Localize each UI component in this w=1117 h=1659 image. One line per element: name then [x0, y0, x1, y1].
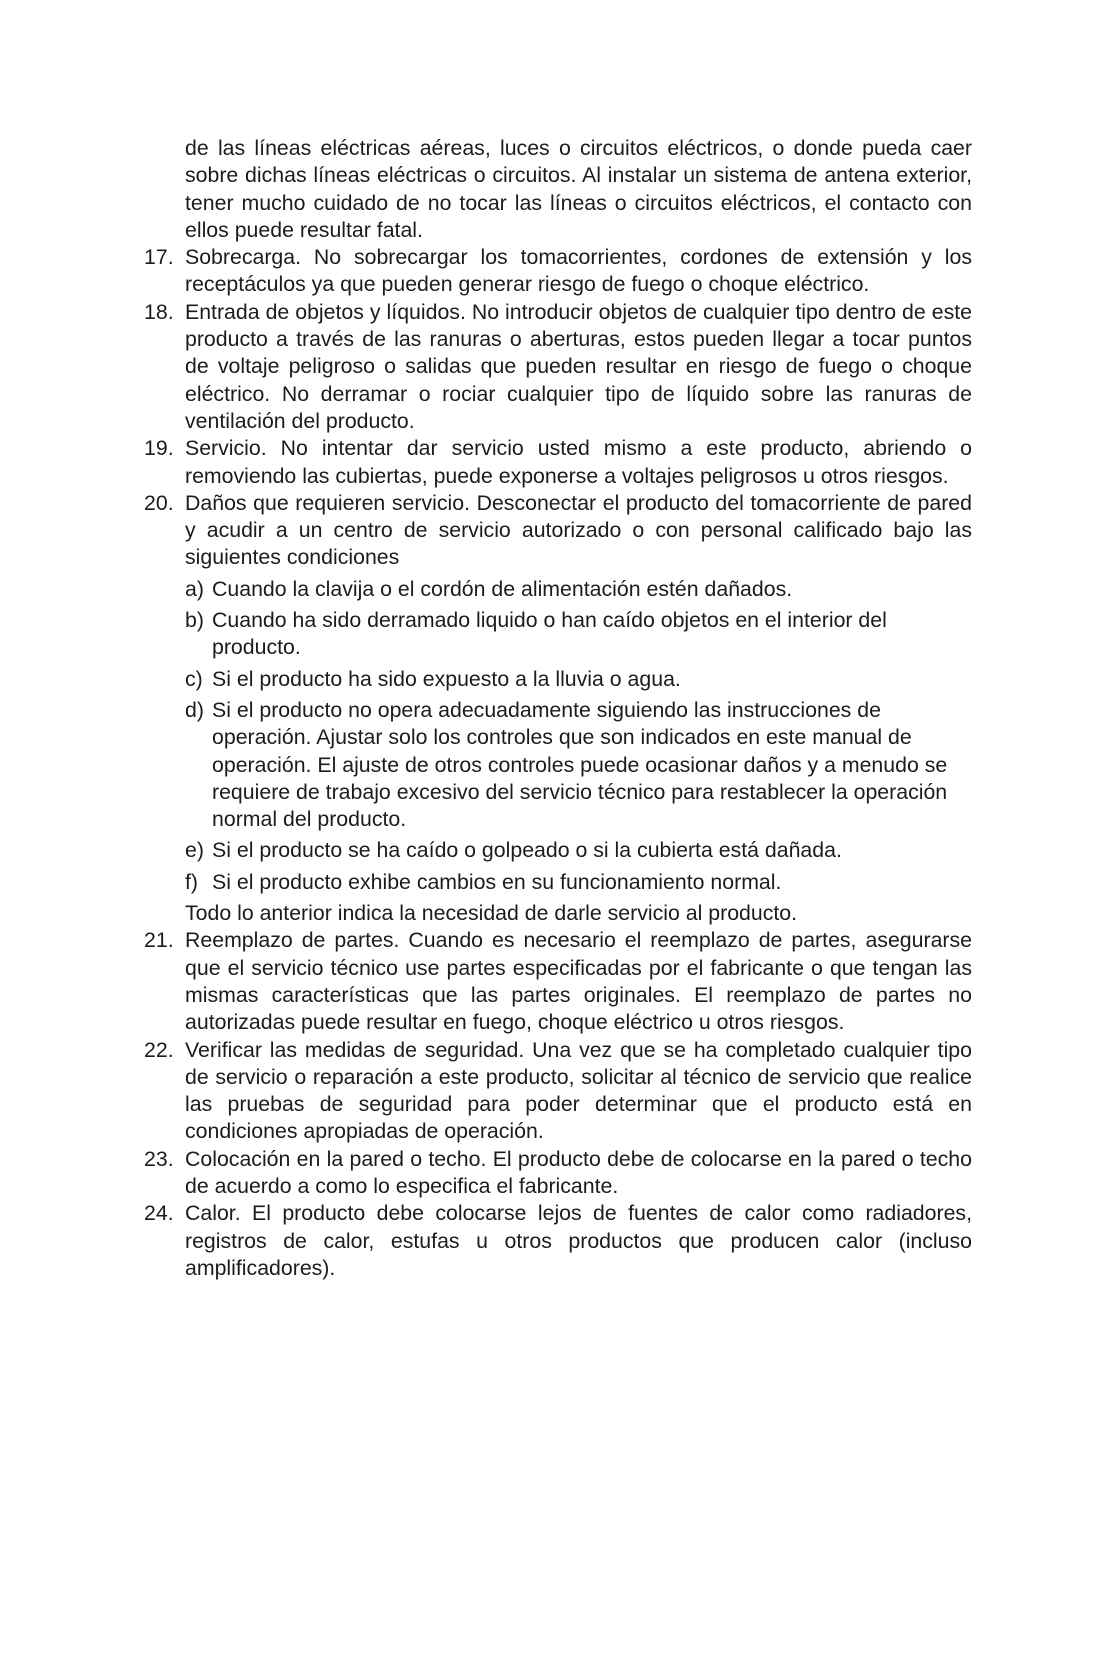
list-item-24: [144, 1200, 972, 1282]
item-number: 22.: [144, 1037, 174, 1062]
item-text: Colocación en la pared o techo. El producto debe de colocarse en la pared o techo de acuerdo a como lo especifica el fabricante.: [185, 1146, 972, 1198]
sub-item-letter: a): [185, 576, 204, 601]
item-20-summary: Todo lo anterior indica la necesidad de darle servicio al producto.: [185, 901, 798, 926]
item-number: 23.: [144, 1146, 174, 1171]
sub-item-letter: b): [185, 608, 204, 633]
list-item-18: [144, 299, 972, 435]
sub-item-d: [185, 697, 972, 833]
item-number: 20.: [144, 490, 174, 515]
item-number: 18.: [144, 299, 174, 324]
item-number: 19.: [144, 436, 174, 461]
sub-item-text: Si el producto no opera adecuadamente siguiendo las instrucciones de operación. Ajustar solo los controles que son indicados en este manual de operación. El ajuste de otros controles puede ocasionar daños y a menudo se requiere de trabajo excesivo del servicio técnico para restablecer la operación normal del producto.: [212, 697, 948, 832]
list-item-21: [144, 927, 972, 1036]
sub-item-letter: c): [185, 666, 203, 691]
item-text: Sobrecarga. No sobrecargar los tomacorrientes, cordones de extensión y los receptáculos ya que pueden generar riesgo de fuego o choque eléctrico.: [185, 245, 972, 297]
item-text: Entrada de objetos y líquidos. No introducir objetos de cualquier tipo dentro de este producto a través de las ranuras o aberturas, estos pueden llegar a tocar puntos de voltaje peligroso o salidas que pueden resultar en riesgo de fuego o choque eléctrico. No derramar o rociar cualquier tipo de líquido sobre las ranuras de ventilación del producto.: [185, 299, 972, 433]
item-text: Daños que requieren servicio. Desconectar el producto del tomacorriente de pared y acudir a un centro de servicio autorizado o con personal calificado bajo las siguientes condiciones: [185, 490, 972, 570]
sub-item-f: [185, 869, 972, 896]
item-text: Servicio. No intentar dar servicio usted mismo a este producto, abriendo o removiendo las cubiertas, puede exponerse a voltajes peligrosos u otros riesgos.: [185, 436, 972, 488]
item-number: 21.: [144, 928, 174, 953]
sub-item-text: Cuando la clavija o el cordón de alimentación estén dañados.: [212, 576, 793, 601]
sub-item-letter: e): [185, 838, 204, 863]
list-item-23: [144, 1146, 972, 1201]
item-text: Verificar las medidas de seguridad. Una vez que se ha completado cualquier tipo de servicio o reparación a este producto, solicitar al técnico de servicio que realice las pruebas de seguridad para poder determinar que el producto está en condiciones apropiadas de operación.: [185, 1037, 972, 1144]
list-item-19: [144, 435, 972, 490]
list-item-22: [144, 1037, 972, 1146]
item-number: 24.: [144, 1201, 174, 1226]
item-text: Calor. El producto debe colocarse lejos de fuentes de calor como radiadores, registros de calor, estufas u otros productos que producen calor (incluso amplificadores).: [185, 1201, 972, 1280]
safety-instructions: [144, 135, 972, 1282]
list-item-20: [144, 490, 972, 572]
sub-list: [185, 576, 972, 896]
sub-item-text: Si el producto ha sido expuesto a la lluvia o agua.: [212, 666, 681, 691]
sub-item-e: [185, 837, 972, 864]
sub-item-text: Cuando ha sido derramado liquido o han caído objetos en el interior del producto.: [212, 608, 887, 660]
list-item-17: [144, 244, 972, 299]
sub-item-text: Si el producto exhibe cambios en su funcionamiento normal.: [212, 869, 782, 894]
item-text: Reemplazo de partes. Cuando es necesario el reemplazo de partes, asegurarse que el servicio técnico use partes especificadas por el fabricante o que tengan las mismas características que las partes originales. El reemplazo de partes no autorizadas puede resultar en fuego, choque eléctrico u otros riesgos.: [185, 928, 972, 1035]
intro-continuation: de las líneas eléctricas aéreas, luces o circuitos eléctricos, o donde pueda caer sobre dichas líneas eléctricas o circuitos. Al instalar un sistema de antena exterior, tener mucho cuidado de no tocar las líneas o circuitos eléctricos, el contacto con ellos puede resultar fatal.: [185, 136, 972, 242]
sub-item-letter: d): [185, 697, 204, 722]
item-number: 17.: [144, 245, 174, 270]
sub-item-text: Si el producto se ha caído o golpeado o si la cubierta está dañada.: [212, 838, 842, 863]
sub-item-a: [185, 576, 972, 603]
sub-item-letter: f): [185, 869, 199, 894]
sub-item-b: [185, 607, 972, 662]
sub-item-c: [185, 666, 972, 693]
